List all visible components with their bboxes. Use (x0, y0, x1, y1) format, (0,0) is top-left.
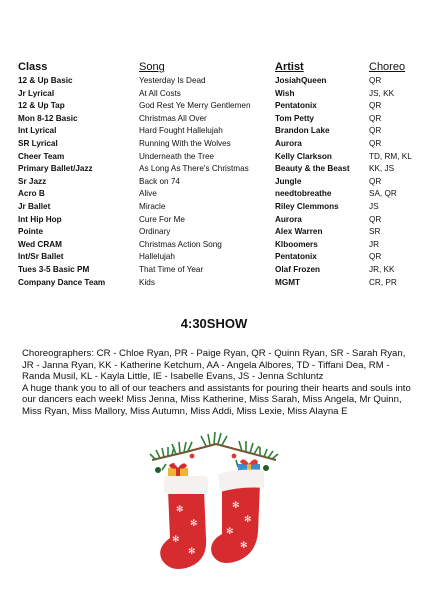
left-stocking (160, 476, 208, 569)
table-row (18, 125, 410, 138)
credits-text (22, 348, 414, 418)
show-title: 4:30SHOW (180, 316, 248, 331)
christmas-stockings-illustration (146, 430, 282, 580)
right-stocking (211, 470, 264, 564)
song-cell: As Long As There's Christmas (139, 164, 249, 174)
choreo-cell: QR (369, 126, 382, 136)
choreo-cell: QR (369, 76, 382, 85)
class-cell: 12 & Up Tap (18, 101, 65, 111)
artist-cell: Kelly Clarkson (275, 151, 332, 161)
header-choreo: Choreo (369, 61, 406, 73)
song-cell: Christmas All Over (139, 113, 207, 123)
class-cell: Wed CRAM (18, 239, 62, 249)
artist-cell: Olaf Frozen (275, 264, 321, 274)
table-header (18, 60, 410, 75)
song-cell: Hard Fought Hallelujah (139, 126, 223, 136)
svg-text:✻: ✻ (240, 541, 248, 551)
class-cell: Pointe (18, 227, 44, 237)
class-cell: Acro B (18, 189, 45, 199)
song-cell: God Rest Ye Merry Gentlemen (139, 101, 251, 111)
table-row (18, 113, 410, 126)
artist-cell: Alex Warren (275, 227, 323, 237)
choreo-cell: JR (369, 239, 380, 249)
header-artist: Artist (275, 61, 304, 73)
class-cell: Jr Lyrical (18, 88, 55, 98)
artist-cell: Aurora (275, 138, 302, 148)
artist-cell: needtobreathe (275, 189, 332, 199)
table-row (18, 176, 410, 189)
song-cell: Cure For Me (139, 214, 185, 224)
artist-cell: Beauty & the Beast (275, 164, 350, 174)
table-row (18, 226, 410, 239)
class-cell: Mon 8-12 Basic (18, 113, 78, 123)
choreographers-paragraph: Choreographers: CR - Chloe Ryan, PR - Paige Ryan, QR - Quinn Ryan, SR - Sarah Ryan, JR - Janna Ryan, KK - Katherine Ketchum, AA - Angela Albores, TD - Tiffani Dea, RM - Randa Musil, KL - Kayla Little, IE - Isabelle Evans, JS - Jenna Schluntz (22, 348, 406, 383)
class-cell: SR Lyrical (18, 138, 58, 148)
song-cell: Alive (139, 189, 157, 199)
song-cell: Hallelujah (139, 252, 175, 262)
svg-text:✻: ✻ (190, 519, 198, 529)
choreo-cell: KK, JS (369, 164, 395, 174)
header-song: Song (139, 61, 165, 73)
class-cell: 12 & Up Basic (18, 76, 73, 85)
artist-cell: Riley Clemmons (275, 201, 339, 211)
choreo-cell: JS (369, 201, 379, 211)
table-row (18, 201, 410, 214)
class-cell: Int Hip Hop (18, 214, 62, 224)
artist-cell: Brandon Lake (275, 126, 330, 136)
song-cell: Underneath the Tree (139, 151, 215, 161)
table-row (18, 75, 410, 88)
class-cell: Int Lyrical (18, 126, 57, 136)
table-row (18, 100, 410, 113)
artist-cell: Tom Petty (275, 113, 314, 123)
song-cell: At All Costs (139, 88, 181, 98)
class-cell: Int/Sr Ballet (18, 252, 64, 262)
artist-cell: Pentatonix (275, 252, 317, 262)
svg-text:✻: ✻ (176, 505, 184, 515)
choreo-cell: TD, RM, KL (369, 151, 412, 161)
choreo-cell: QR (369, 252, 382, 262)
artist-cell: Aurora (275, 214, 302, 224)
choreo-cell: CR, PR (369, 277, 397, 287)
svg-text:✻: ✻ (232, 501, 240, 511)
artist-cell: Klboomers (275, 239, 318, 249)
table-row (18, 163, 410, 176)
table-row (18, 251, 410, 264)
class-cell: Primary Ballet/Jazz (18, 164, 93, 174)
song-cell: Ordinary (139, 227, 171, 237)
choreo-cell: JS, KK (369, 88, 395, 98)
class-cell: Tues 3-5 Basic PM (18, 264, 90, 274)
header-class: Class (18, 61, 48, 73)
table-body (18, 75, 410, 289)
artist-cell: JosiahQueen (275, 76, 327, 85)
artist-cell: Wish (275, 88, 295, 98)
svg-text:✻: ✻ (188, 547, 196, 557)
table-row (18, 264, 410, 277)
choreo-cell: QR (369, 176, 382, 186)
class-cell: Sr Jazz (18, 176, 47, 186)
song-cell: Back on 74 (139, 176, 180, 186)
song-cell: Running With the Wolves (139, 138, 231, 148)
table-row (18, 151, 410, 164)
song-cell: Miracle (139, 201, 166, 211)
artist-cell: Jungle (275, 176, 302, 186)
song-cell: Kids (139, 277, 155, 287)
choreo-cell: SR (369, 227, 381, 237)
table-row (18, 214, 410, 227)
artist-cell: Pentatonix (275, 101, 317, 111)
table-row (18, 239, 410, 252)
choreo-cell: QR (369, 138, 382, 148)
song-cell: Yesterday Is Dead (139, 76, 206, 85)
choreo-cell: QR (369, 214, 382, 224)
class-cell: Jr Ballet (18, 201, 51, 211)
song-cell: That Time of Year (139, 264, 204, 274)
thanks-paragraph: A huge thank you to all of our teachers and assistants for pouring their hearts and souls into our dancers each week! Miss Jenna, Miss Katherine, Miss Sarah, Miss Angela, Mr Quinn, Miss Ryan, Miss Mallory, Miss Autumn, Miss Addi, Miss Lexie, Miss Alayna E (22, 382, 411, 417)
table-row (18, 188, 410, 201)
choreo-cell: JR, KK (369, 264, 395, 274)
class-cell: Company Dance Team (18, 277, 106, 287)
class-cell: Cheer Team (18, 151, 65, 161)
table-row (18, 277, 410, 290)
choreo-cell: SA, QR (369, 189, 397, 199)
svg-text:✻: ✻ (244, 515, 252, 525)
song-cell: Christmas Action Song (139, 239, 222, 249)
table-row (18, 88, 410, 101)
artist-cell: MGMT (275, 277, 301, 287)
routine-table (18, 60, 410, 289)
choreo-cell: QR (369, 101, 382, 111)
svg-text:✻: ✻ (226, 527, 234, 537)
svg-text:✻: ✻ (172, 535, 180, 545)
choreo-cell: QR (369, 113, 382, 123)
table-row (18, 138, 410, 151)
